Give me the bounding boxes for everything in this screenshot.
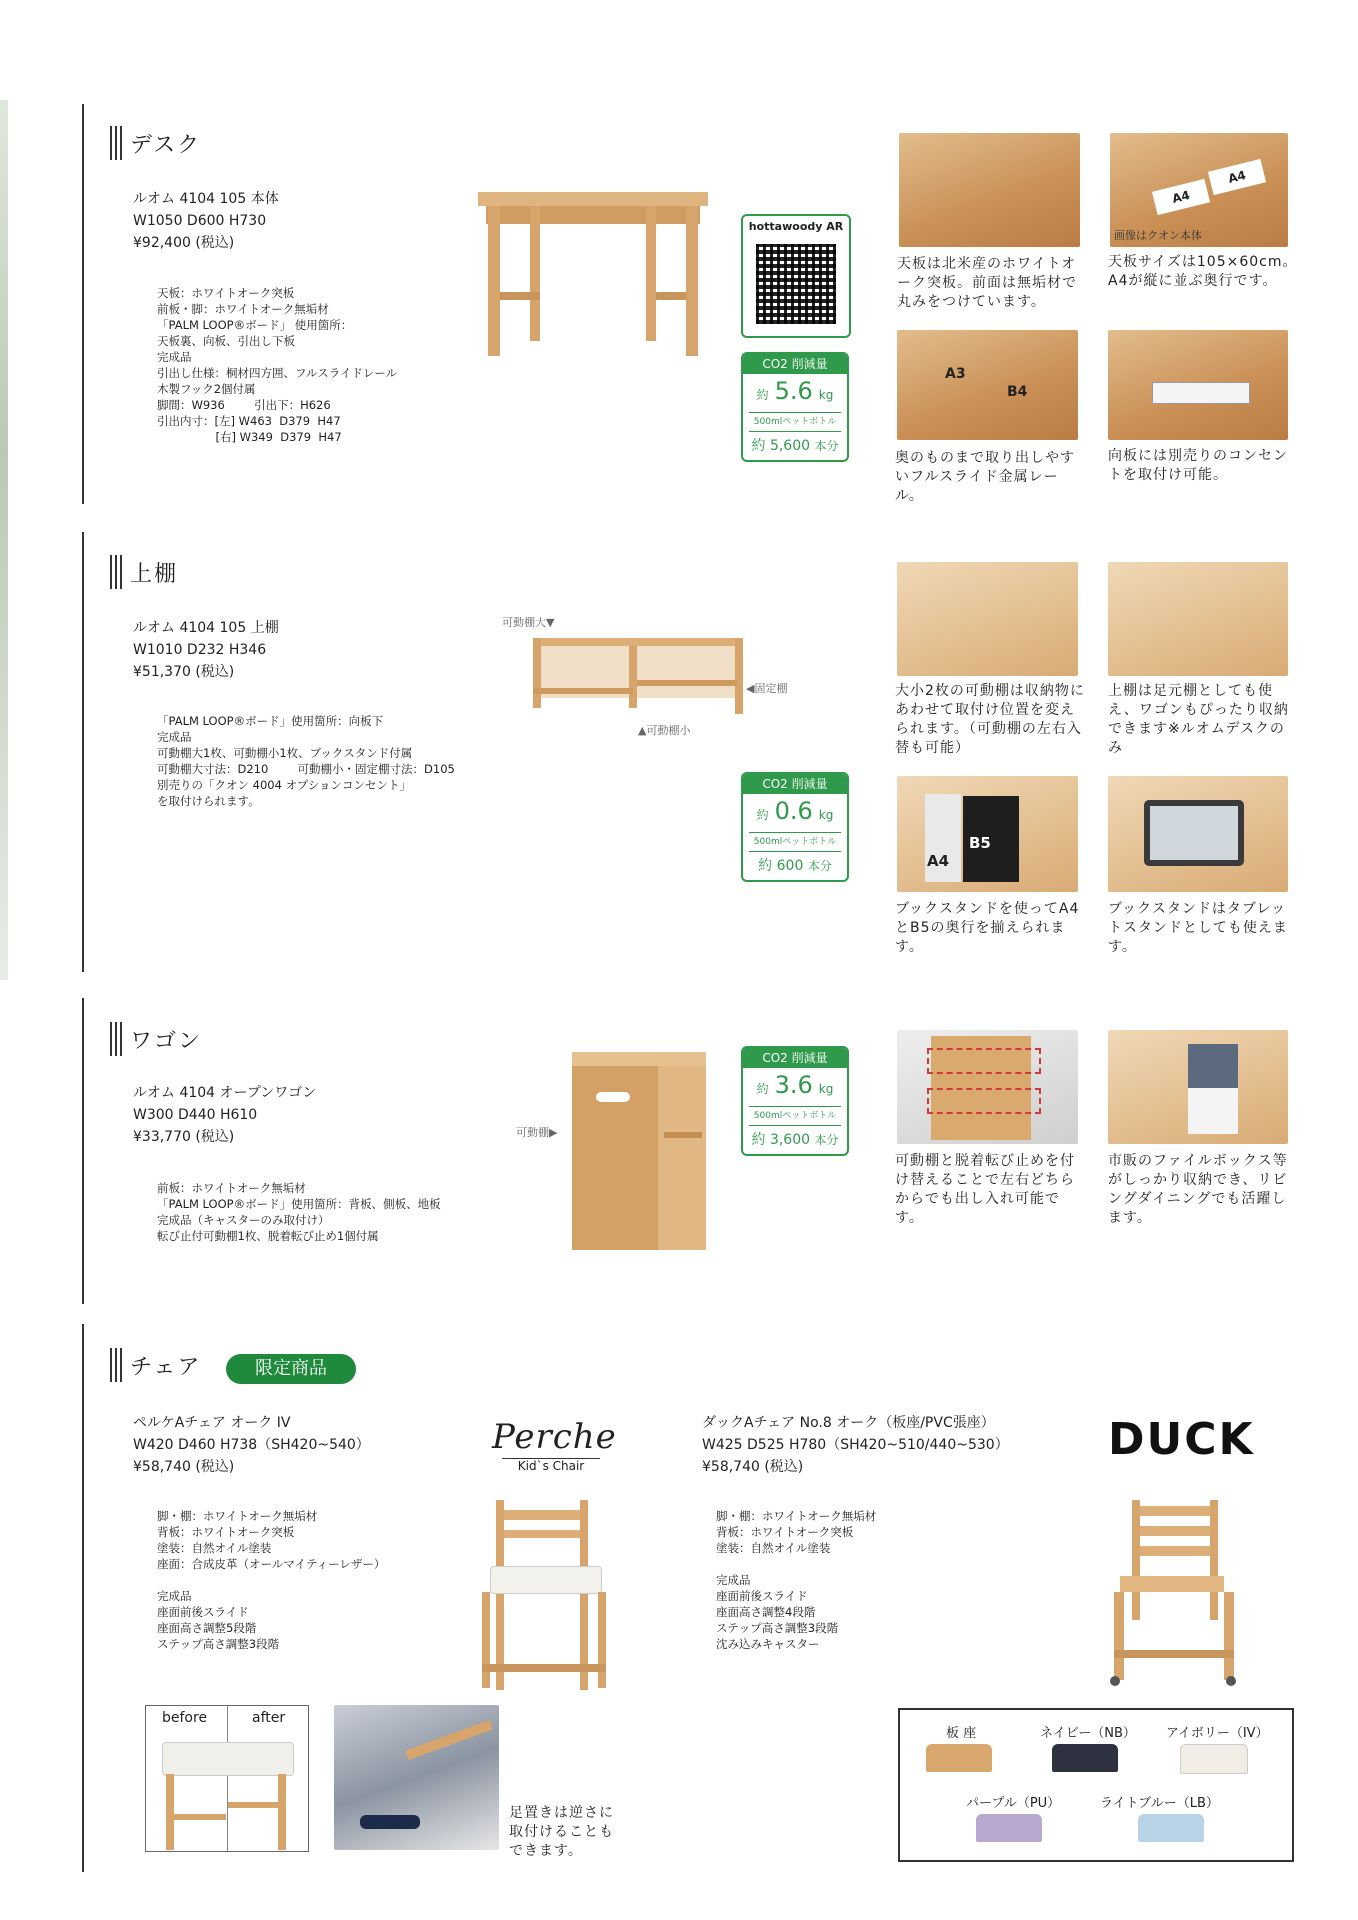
co2-bottle-label: 500mlペットボトル <box>749 833 841 852</box>
perche-logo-text: Perche <box>492 1417 617 1457</box>
a4-paper-tag-2: A4 <box>1152 179 1210 215</box>
chair-title: チェア <box>130 1354 202 1380</box>
shelf-spec: 「PALM LOOP®ボード」使用箇所：向板下 完成品 可動棚大1枚、可動棚小1枚、ブックスタンド付属 可動棚大寸法：D210 可動棚小・固定棚寸法：D105 別売りの「クオン 4004 オプションコンセント」 を取付けられます。 <box>157 714 455 808</box>
desk-photo-top <box>899 133 1080 247</box>
shelf-photo-1 <box>897 562 1078 676</box>
a4-paper-tag-1: A4 <box>1208 159 1266 195</box>
desk-section-rule <box>82 104 84 504</box>
desk-name: ルオム 4104 105 本体 <box>133 191 279 207</box>
desk-title: デスク <box>130 132 202 158</box>
color-label-navy: ネイビー（NB） <box>1040 1726 1136 1741</box>
duck-size: W425 D525 H780（SH420~510/440~530） <box>702 1437 1009 1453</box>
ar-qr-panel[interactable] <box>741 214 851 338</box>
before-label: before <box>162 1710 208 1726</box>
color-label-wood: 板 座 <box>946 1726 977 1741</box>
shelf-label-small: ▲可動棚小 <box>638 724 691 737</box>
wagon-price: ¥33,770 (税込) <box>133 1129 235 1145</box>
wagon-name: ルオム 4104 オープンワゴン <box>133 1085 317 1101</box>
desk-co2-panel <box>741 352 849 462</box>
perche-logo-sub: Kid`s Chair <box>517 1459 585 1473</box>
duck-chair-image <box>1108 1500 1238 1690</box>
after-label: after <box>252 1710 286 1726</box>
desk-product-info <box>133 188 279 254</box>
shelf-size: W1010 D232 H346 <box>133 642 267 658</box>
desk-photo-caption-2: 天板サイズは105×60cm。A4が縦に並ぶ奥行です。 <box>1108 254 1298 289</box>
shelf-section-title <box>110 555 178 589</box>
photo-note: 画像はクオン本体 <box>1114 229 1202 242</box>
a3-tag: A3 <box>945 366 966 382</box>
color-label-lightblue: ライトブルー（LB） <box>1100 1796 1219 1811</box>
desk-image <box>478 192 708 362</box>
wagon-size: W300 D440 H610 <box>133 1107 258 1123</box>
wagon-photo-1 <box>897 1030 1078 1144</box>
co2-bottle-count: 約 600 本分 <box>758 858 832 874</box>
color-label-ivory: アイボリー（IV） <box>1166 1726 1269 1741</box>
wagon-photo-caption-1: 可動棚と脱着転び止めを付け替えることで左右どちらからでも出し入れ可能です。 <box>895 1153 1075 1226</box>
co2-weight: 約 3.6 kg <box>749 1068 841 1107</box>
chair-section-rule <box>82 1324 84 1872</box>
wagon-title: ワゴン <box>130 1028 203 1054</box>
desk-photo-caption-1: 天板は北米産のホワイトオーク突板。前面は無垢材で丸みをつけています。 <box>897 256 1077 310</box>
perche-product-info <box>133 1412 370 1478</box>
shelf-photo-caption-2: 上棚は足元棚としても使え、ワゴンもぴったり収納できます※ルオムデスクのみ <box>1108 683 1289 756</box>
desk-photo-caption-3: 奥のものまで取り出しやすいフルスライド金属レール。 <box>895 450 1075 504</box>
shelf-product-info <box>133 617 279 683</box>
duck-product-info <box>702 1412 1009 1478</box>
b5-tag: B5 <box>969 834 991 852</box>
qr-code-icon <box>756 244 836 324</box>
title-bars-icon <box>110 555 122 589</box>
desk-photo-outlet <box>1108 330 1288 440</box>
perche-chair-image <box>478 1500 608 1690</box>
shelf-label-fixed: ◀固定棚 <box>746 682 788 695</box>
title-bars-icon <box>110 1022 122 1056</box>
co2-bottle-count: 約 3,600 本分 <box>751 1132 839 1148</box>
desk-section-title <box>110 126 201 160</box>
co2-bottle-label: 500mlペットボトル <box>749 1107 841 1126</box>
wagon-co2-panel <box>741 1046 849 1156</box>
co2-weight: 約 0.6 kg <box>749 794 841 833</box>
shelf-price: ¥51,370 (税込) <box>133 664 235 680</box>
co2-bottle-count: 約 5,600 本分 <box>751 438 839 454</box>
shelf-photo-caption-3: ブックスタンドを使ってA4とB5の奥行を揃えられます。 <box>895 901 1080 955</box>
a4-tag: A4 <box>927 852 950 870</box>
b4-tag: B4 <box>1007 384 1028 400</box>
wagon-photo-2 <box>1108 1030 1288 1144</box>
wagon-section-rule <box>82 998 84 1304</box>
shelf-photo-2 <box>1108 562 1288 676</box>
wagon-photo-caption-2: 市販のファイルボックス等がしっかり収納でき、リビングダイニングでも活躍します。 <box>1108 1153 1288 1226</box>
before-after-panel <box>145 1705 309 1852</box>
shelf-title: 上棚 <box>130 561 179 587</box>
shelf-image <box>533 638 743 714</box>
duck-price: ¥58,740 (税込) <box>702 1459 804 1475</box>
desk-price: ¥92,400 (税込) <box>133 235 235 251</box>
perche-name: ペルケAチェア オーク IV <box>133 1415 291 1431</box>
co2-header: CO2 削減量 <box>743 1048 847 1068</box>
foot-caption: 足置きは逆さに取付けることもできます。 <box>509 1805 614 1859</box>
desk-spec: 天板：ホワイトオーク突板 前板・脚：ホワイトオーク無垢材 「PALM LOOP®ボード」 使用箇所： 天板裏、向板、引出し下板 完成品 引出し仕様：桐材四方囲、フルスライドレール 木製フック2個付属 脚間：W936 引出下：H626 引出内寸：[左] W463 D379 H47 [右] W349 D379 H47 <box>157 286 398 444</box>
ar-label: hottawoody AR <box>748 220 844 233</box>
color-swatch-lightblue[interactable] <box>1138 1814 1204 1842</box>
perche-logo <box>492 1417 617 1473</box>
perche-size: W420 D460 H738（SH420~540） <box>133 1437 370 1453</box>
wagon-spec: 前板：ホワイトオーク無垢材 「PALM LOOP®ボード」使用箇所：背板、側板、地板 完成品（キャスターのみ取付け） 転び止付可動棚1枚、脱着転び止め1個付属 <box>157 1181 441 1243</box>
wagon-image <box>572 1052 706 1250</box>
shelf-photo-caption-4: ブックスタンドはタブレットスタンドとしても使えます。 <box>1108 901 1288 955</box>
limited-badge: 限定商品 <box>226 1354 356 1384</box>
duck-logo: DUCK <box>1108 1414 1255 1465</box>
title-bars-icon <box>110 126 122 160</box>
title-bars-icon <box>110 1348 122 1382</box>
shelf-photo-4 <box>1108 776 1288 892</box>
desk-photo-drawer <box>897 330 1078 440</box>
chair-section-title <box>110 1348 201 1382</box>
shelf-section-rule <box>82 532 84 972</box>
shelf-photo-caption-1: 大小2枚の可動棚は収納物にあわせて取付け位置を変えられます。（可動棚の左右入替も可能） <box>895 683 1085 756</box>
color-swatch-purple[interactable] <box>976 1814 1042 1842</box>
co2-header: CO2 削減量 <box>743 354 847 374</box>
desk-photo-caption-4: 向板には別売りのコンセントを取付け可能。 <box>1108 448 1288 483</box>
desk-photo-a4 <box>1110 133 1288 247</box>
shelf-label-large: 可動棚大▼ <box>502 616 555 629</box>
wagon-product-info <box>133 1082 316 1148</box>
co2-bottle-label: 500mlペットボトル <box>749 413 841 432</box>
duck-spec: 脚・棚：ホワイトオーク無垢材 背板：ホワイトオーク突板 塗装：自然オイル塗装 完成品 座面前後スライド 座面高さ調整4段階 ステップ高さ調整3段階 沈み込みキャスター <box>716 1509 877 1651</box>
shelf-name: ルオム 4104 105 上棚 <box>133 620 279 636</box>
co2-weight: 約 5.6 kg <box>749 374 841 413</box>
perche-spec: 脚・棚：ホワイトオーク無垢材 背板：ホワイトオーク突板 塗装：自然オイル塗装 座面：合成皮革（オールマイティーレザー） 完成品 座面前後スライド 座面高さ調整5段階 ステップ高さ調整3段階 <box>157 1509 386 1651</box>
desk-size: W1050 D600 H730 <box>133 213 267 229</box>
shelf-photo-3 <box>897 776 1078 892</box>
color-swatch-wood[interactable] <box>926 1744 992 1772</box>
color-swatch-ivory[interactable] <box>1180 1744 1248 1774</box>
color-swatch-navy[interactable] <box>1052 1744 1118 1772</box>
plant-decoration <box>0 100 8 980</box>
shelf-co2-panel <box>741 772 849 882</box>
wagon-section-title <box>110 1022 202 1056</box>
wagon-label-shelf: 可動棚▶ <box>516 1126 558 1139</box>
color-label-purple: パープル（PU） <box>966 1796 1061 1811</box>
foot-photo <box>334 1705 499 1850</box>
perche-price: ¥58,740 (税込) <box>133 1459 235 1475</box>
duck-name: ダックAチェア No.8 オーク（板座/PVC張座） <box>702 1415 995 1431</box>
co2-header: CO2 削減量 <box>743 774 847 794</box>
